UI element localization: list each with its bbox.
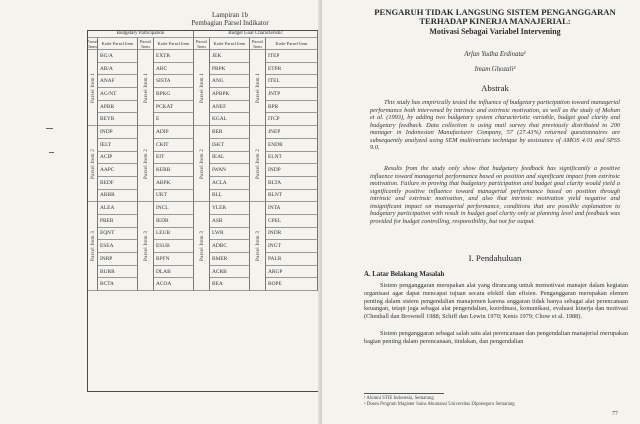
footnote-2: ² Dosen Program Magister Sains Akuntansi Universitas Diponegoro Semarang	[364, 402, 515, 407]
table-cell-code: BPFN	[154, 253, 194, 266]
table-column-header: Parsel Item	[250, 38, 266, 50]
table-cell-code: PBPK	[210, 63, 250, 76]
table-block-label: Parsel Item 2	[254, 148, 261, 179]
paper-title-line2: TERHADAP KINERJA MANAJERIAL:	[419, 16, 571, 27]
table-cell-code: ESEA	[98, 240, 138, 253]
table-cell-code: IWAN	[210, 164, 250, 177]
table-cell-code: JNTP	[266, 88, 318, 101]
table-cell-code: ESUB	[154, 240, 194, 253]
table-cell-code: CKIT	[154, 139, 194, 152]
table-block-label-cell	[250, 50, 266, 126]
table-block-label-cell	[250, 202, 266, 291]
table-cell-code: BLTA	[266, 177, 318, 190]
table-cell-code: ACLA	[210, 177, 250, 190]
appendix-title-line1: Lampiran 1b	[212, 11, 248, 19]
table-group-header: Budgetary Participation	[88, 31, 194, 38]
table-cell-code: CPEL	[266, 215, 318, 228]
table-block-label-cell	[250, 126, 266, 202]
table-block-label: Parsel Item 1	[254, 72, 261, 103]
table-cell-code: BPR	[266, 101, 318, 114]
table-column-header: Parsel Item	[138, 38, 154, 50]
table-cell-code: IELT	[98, 139, 138, 152]
appendix-title-line2: Pembagian Parsel Indikator	[191, 19, 269, 27]
paper-title	[362, 8, 628, 27]
table-cell-code: APBPK	[210, 88, 250, 101]
table-cell-code: ELNT	[266, 152, 318, 165]
table-cell-code: ETPR	[266, 63, 318, 76]
abstract-paragraph-2: Results from the study only show that budgetary feedback has significantly a positive influence toward managerial performance based on position and significant impact from extrinsic motivation. Failure in proving that budgetary participation and budget goal clarity would yield a significantly positive influence toward managerial performance based on position through intrinsic and extrinsic motivation, and also that intrinsic motivation yield negative and insignificant impact on managerial performance, conditions that are possible explanation to budgetary participation with result in budget goal clarity only at planning level and feedback was provided for budget controlling, responsibility, but not for output.	[370, 165, 620, 225]
table-cell-code: AAPC	[98, 164, 138, 177]
table-column-header: Parsel Item	[86, 38, 99, 49]
table-cell-code: PALR	[266, 253, 318, 266]
footnote-1: ¹ Alumni STIE Indonesia, Semarang	[364, 396, 434, 401]
paper-title-line1: PENGARUH TIDAK LANGSUNG SISTEM PENGANGGARAN	[374, 7, 616, 17]
subsection-heading: A. Latar Belakang Masalah	[364, 271, 445, 278]
table-cell-code: ANAF	[98, 75, 138, 88]
table-cell-code: JNEP	[266, 126, 318, 139]
table-block-label: Parsel Item 3	[254, 231, 261, 262]
margin-mark	[49, 152, 54, 153]
parcel-indicator-table	[87, 30, 319, 392]
table-cell-code: INCL	[154, 202, 194, 215]
table-block-label-cell	[194, 126, 210, 202]
abstract-heading: Abstrak	[481, 83, 509, 93]
table-cell-code: BPKG	[154, 88, 194, 101]
table-cell-code: BOPE	[266, 278, 318, 291]
table-cell-code: BEYR	[98, 113, 138, 126]
table-column-header: Kode Parsel Item	[266, 38, 318, 50]
table-cell-code: ACRB	[210, 266, 250, 279]
author-2: Imam Ghozali²	[474, 66, 516, 73]
table-block-label: Parsel Item 2	[89, 148, 96, 179]
table-cell-code: ACOA	[154, 278, 194, 291]
table-cell-code: ASB	[210, 215, 250, 228]
table-cell-code: ARGP	[266, 266, 318, 279]
table-block-label-cell	[194, 50, 210, 126]
author-1: Arfan Yudha Erdinata¹	[464, 51, 526, 58]
abstract-paragraph-1: This study has empirically tested the influence of budgetary participation toward managerial performance both intervened by intrinsic and extrinsic motivation, as well as the study of Mohan et al. (1993), by adding two budgetary system characteristic variable, budget goal clarity and budgetary feedback. Data collection is using mail survey that previously distributed to 200 manager in Indonesian Manufacturer Company, 57 (27.43%) returned questionnaires are subsequently analyzed using SEM multivariate technique by assistance of AMOS 4.01 and SPSS 9.0.	[370, 99, 620, 151]
table-block-label: Parsel Item 1	[142, 72, 149, 103]
body-paragraph-1: Sistem penganggaran merupakan alat yang dirancang untuk memotivasi manajer dalam kegiatan organisasi agar dapat mencapai tujuan secara efektif dan efisien. Penganggaran merupakan elemen penting dalam sistem pengendalian manajemen karena anggaran tidak hanya sebagai alat perencanaan keuangan, tetapi juga sebagai alat pengendalian, koordinasi, komunikasi, evaluasi kinerja dan motivasi (Chenhall dan Brownell 1988; Schiff dan Lewin 1970; Kenis 1979; Chow et al. 1988).	[364, 282, 628, 321]
table-cell-code: LWR	[210, 228, 250, 241]
table-cell-code: INDP	[98, 126, 138, 139]
table-cell-code: AG/NT	[98, 88, 138, 101]
table-cell-code: INDR	[266, 228, 318, 241]
table-block-label: Parsel Item 3	[89, 231, 96, 262]
paper-subtitle: Motivasi Sebagai Variabel Intervening	[429, 27, 561, 36]
section-heading: I. Pendahuluan	[468, 253, 522, 263]
table-cell-code: ADIP	[154, 126, 194, 139]
table-block-label: Parsel Item 2	[198, 148, 205, 179]
table-column-header: Kode Parsel Item	[154, 38, 194, 50]
table-cell-code: ACIP	[98, 152, 138, 165]
table-cell-code: YLER	[210, 202, 250, 215]
table-cell-code: ITCP	[266, 113, 318, 126]
table-cell-code: ANEF	[210, 101, 250, 114]
body-paragraph-2: Sistem penganggaran sebagai salah satu alat perencanaan dan pengendalian manajerial merupakan bagian penting dalam perencanaan, tindakan, dan pengendalian	[364, 330, 628, 345]
table-cell-code: ALEA	[98, 202, 138, 215]
table-cell-code: ARBR	[98, 190, 138, 203]
table-cell-code: BCTA	[98, 278, 138, 291]
table-cell-code: ADBC	[210, 240, 250, 253]
table-cell-code: DLAB	[154, 266, 194, 279]
table-block-label: Parsel Item 1	[198, 72, 205, 103]
table-cell-code: BLNT	[266, 190, 318, 203]
table-cell-code: ARC	[154, 63, 194, 76]
table-block-label: Parsel Item 3	[198, 231, 205, 262]
table-cell-code: INTA	[266, 202, 318, 215]
table-block-label: Parsel Item 2	[142, 148, 149, 179]
table-block-label-cell	[88, 126, 98, 202]
table-cell-code: UKT	[154, 190, 194, 203]
table-cell-code: ITEP	[266, 50, 318, 63]
table-cell-code: BER	[210, 126, 250, 139]
table-cell-code: INDP	[266, 164, 318, 177]
table-cell-code: PCKAT	[154, 101, 194, 114]
table-cell-code: BLL	[210, 190, 250, 203]
table-cell-code: ITEL	[266, 75, 318, 88]
page-number: 77	[612, 411, 618, 417]
table-cell-code: KERB	[154, 164, 194, 177]
table-cell-code: JEK	[210, 50, 250, 63]
table-column-header: Kode Parsel Item	[98, 38, 138, 50]
table-block-label: Parsel Item 3	[142, 231, 149, 262]
table-cell-code: ENDR	[266, 139, 318, 152]
table-cell-code: SISTA	[154, 75, 194, 88]
table-cell-code: EXTR	[154, 50, 194, 63]
table-cell-code: INRP	[98, 253, 138, 266]
table-block-label-cell	[88, 50, 98, 126]
table-cell-code: LEUB	[154, 228, 194, 241]
margin-mark	[46, 128, 53, 129]
table-cell-code: BURR	[98, 266, 138, 279]
table-cell-code: INGT	[266, 240, 318, 253]
table-cell-code: BMER	[210, 253, 250, 266]
table-cell-code: PBER	[98, 215, 138, 228]
table-block-label-cell	[194, 202, 210, 291]
table-cell-code: AB/A	[98, 63, 138, 76]
table-column-header: Kode Parsel Item	[210, 38, 250, 50]
table-block-label-cell	[138, 202, 154, 291]
table-cell-code: REDF	[98, 177, 138, 190]
table-block-label-cell	[138, 50, 154, 126]
footnote-rule	[364, 393, 444, 394]
table-cell-code: IEAL	[210, 152, 250, 165]
table-cell-code: KGAL	[210, 113, 250, 126]
table-cell-code: BEA	[210, 278, 250, 291]
table-cell-code: IEDR	[154, 215, 194, 228]
table-group-header: Budget Goal Characteristic	[194, 31, 318, 38]
table-cell-code: E	[154, 113, 194, 126]
table-cell-code: ISKT	[210, 139, 250, 152]
appendix-title	[185, 11, 275, 27]
table-cell-code: EIT	[154, 152, 194, 165]
table-block-label: Parsel Item 1	[89, 72, 96, 103]
table-column-header: Parsel Item	[194, 38, 210, 50]
table-cell-code: EQNT	[98, 228, 138, 241]
table-cell-code: BG/A	[98, 50, 138, 63]
table-block-label-cell	[88, 202, 98, 291]
table-block-label-cell	[138, 126, 154, 202]
table-cell-code: ANG	[210, 75, 250, 88]
table-cell-code: ABPK	[154, 177, 194, 190]
table-cell-code: APBR	[98, 101, 138, 114]
